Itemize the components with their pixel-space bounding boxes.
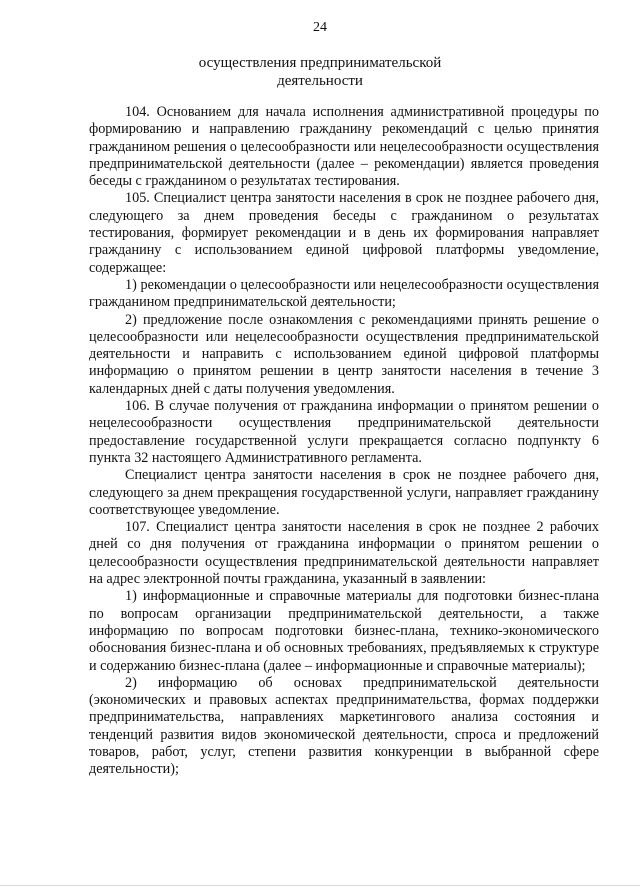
document-body [89,104,599,779]
scan-bottom-edge [0,885,640,886]
paragraph-107: 107. Специалист центра занятости населения в срок не позднее 2 рабочих дней со дня получения от гражданина информации о принятом решении о целесообразности осуществления предпринимательской деятельности направляет на адрес электронной почты гражданина, указанный в заявлении: [89,519,599,588]
paragraph-105-item-1: 1) рекомендации о целесообразности или нецелесообразности осуществления гражданином предпринимательской деятельности; [89,276,599,311]
heading-line-2: деятельности [277,73,363,89]
section-heading [0,54,640,90]
paragraph-106: 106. В случае получения от гражданина информации о принятом решении о нецелесообразности осуществления предпринимательской деятельности предоставление государственной услуги прекращается согласно подпункту 6 пункта 32 настоящего Административного регламента. [89,398,599,466]
paragraph-105-item-2: 2) предложение после ознакомления с рекомендациями принять решение о целесообразности или нецелесообразности осуществления предпринимательской деятельности и направить с использованием единой цифровой платформы информацию о принятом решении в центр занятости населения в течение 3 календарных дней с даты получения уведомления. [89,311,599,397]
page-number: 24 [313,20,327,35]
paragraph-104: 104. Основанием для начала исполнения административной процедуры по формированию и направлению гражданину рекомендаций с целью принятия гражданином решения о целесообразности или нецелесообразности осуществления предпринимательской деятельности (далее – рекомендации) является проведения беседы с гражданином о результатах тестирования. [89,104,599,190]
paragraph-107-item-1: 1) информационные и справочные материалы для подготовки бизнес-плана по вопросам организации предпринимательской деятельности, а также информацию по вопросам подготовки бизнес-плана, технико-экономического обоснования бизнес-плана и об основных требованиях, предъявляемых к структуре и содержанию бизнес-плана (далее – информационные и справочные материалы); [89,588,599,674]
paragraph-106-continuation: Специалист центра занятости населения в срок не позднее рабочего дня, следующего за днем прекращения государственной услуги, направляет гражданину соответствующее уведомление. [89,467,599,518]
heading-line-1: осуществления предпринимательской [198,55,442,71]
paragraph-107-item-2: 2) информацию об основах предпринимательской деятельности (экономических и правовых аспектах предпринимательства, формах поддержки предпринимательства, направлениях маркетингового анализа состояния и тенденций развития видов экономической деятельности, спроса и предложений товаров, работ, услуг, степени развития конкуренции в выбранной сфере деятельности); [89,674,599,778]
paragraph-105: 105. Специалист центра занятости населения в срок не позднее рабочего дня, следующего за днем проведения беседы с гражданином о результатах тестирования, формирует рекомендации и в день их формирования направляет гражданину с использованием единой цифровой платформы уведомление, содержащее: [89,190,599,276]
